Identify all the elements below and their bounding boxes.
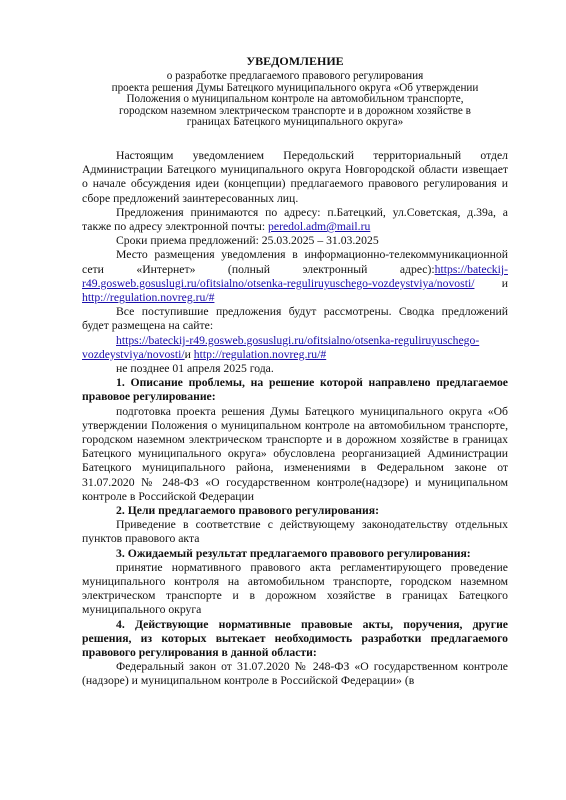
section-4-heading: 4. Действующие нормативные правовые акты, поручения, другие решения, из которых вытекает необходимость разработки предлагаемого правового регулирования в данной области: — [82, 617, 508, 660]
section-1-text: подготовка проекта решения Думы Батецкого муниципального округа «Об утверждении Положения о муниципальном контроле на автомобильном транспорте, городском наземном электрическом транспорте и в дорожном хозяйстве в границах Батецкого муниципального округа» обусловлена реорганизацией Администрации Батецкого муниципального района, изменениями в Федеральном законе от 31.07.2020 № 248-ФЗ «О государственном контроле(надзоре) и муниципальном контроле в Российской Федерации — [82, 404, 508, 503]
gosweb-link-2[interactable]: https://bateckij-r49.gosweb.gosuslugi.ru/ofitsialno/otsenka-reguliruyuschego-vozdeystviya/novosti/ — [82, 333, 480, 361]
placement-text: Место размещения уведомления в информационно-телекоммуникационной сети «Интернет» (полный электронный адрес): — [82, 248, 508, 276]
header-line-1: о разработке предлагаемого правового регулирования — [166, 70, 424, 82]
document-header — [82, 54, 508, 129]
section-3-text: принятие нормативного правового акта регламентирующего проведение муниципального контроля на автомобильном транспорте, городском наземном электрическом транспорте и в дорожном хозяйстве в границах Батецкого муниципального округа — [82, 560, 508, 617]
summary-links-paragraph — [82, 334, 508, 362]
and-word-2: и — [184, 347, 194, 361]
section-2-text: Приведение в соответствие с действующему законодательству отдельных пунктов правового акта — [82, 518, 508, 546]
document-body — [82, 149, 508, 689]
section-1-heading: 1. Описание проблемы, на решение которой направлено предлагаемое правовое регулирование: — [82, 376, 508, 404]
header-line-5: границах Батецкого муниципального округа» — [186, 116, 404, 129]
and-word: и — [474, 276, 508, 290]
address-paragraph — [82, 206, 508, 234]
gosweb-link[interactable]: https://bateckij-r49.gosweb.gosuslugi.ru/ofitsialno/otsenka-reguliruyuschego-vozdeystviya/novosti/ — [82, 262, 508, 290]
summary-paragraph: Все поступившие предложения будут рассмотрены. Сводка предложений будет размещена на сайте: — [82, 305, 508, 333]
document-title: УВЕДОМЛЕНИЕ — [246, 54, 344, 68]
section-2-heading: 2. Цели предлагаемого правового регулирования: — [116, 504, 379, 518]
regulation-link-2[interactable]: http://regulation.novreg.ru/# — [193, 347, 327, 361]
header-line-4: городском наземном электрическом транспорте и в дорожном хозяйстве в — [119, 104, 471, 117]
section-3-heading: 3. Ожидаемый результат предлагаемого правового регулирования: — [116, 546, 471, 560]
placement-paragraph — [82, 248, 508, 305]
section-4-text: Федеральный закон от 31.07.2020 № 248-ФЗ «О государственном контроле (надзоре) и муниципальном контроле в Российской Федерации» (в — [82, 660, 508, 688]
header-line-2: проекта решения Думы Батецкого муниципального округа «Об утверждении — [111, 81, 479, 94]
dates-paragraph: Сроки приема предложений: 25.03.2025 – 31.03.2025 — [116, 234, 379, 248]
regulation-link[interactable]: http://regulation.novreg.ru/# — [82, 291, 215, 304]
header-line-3: Положения о муниципальном контроле на автомобильном транспорте, — [126, 93, 464, 106]
address-text: Предложения принимаются по адресу: п.Батецкий, ул.Советская, д.39а, а также по адресу электронной почты: — [82, 205, 508, 233]
deadline-paragraph: не позднее 01 апреля 2025 года. — [116, 362, 274, 376]
intro-paragraph: Настоящим уведомлением Передольский территориальный отдел Администрации Батецкого муниципального округа Новгородской области извещает о начале обсуждения идеи (концепции) предлагаемого правового регулирования и сборе предложений заинтересованных лиц. — [82, 148, 508, 205]
email-link[interactable]: peredol.adm@mail.ru — [268, 219, 371, 233]
